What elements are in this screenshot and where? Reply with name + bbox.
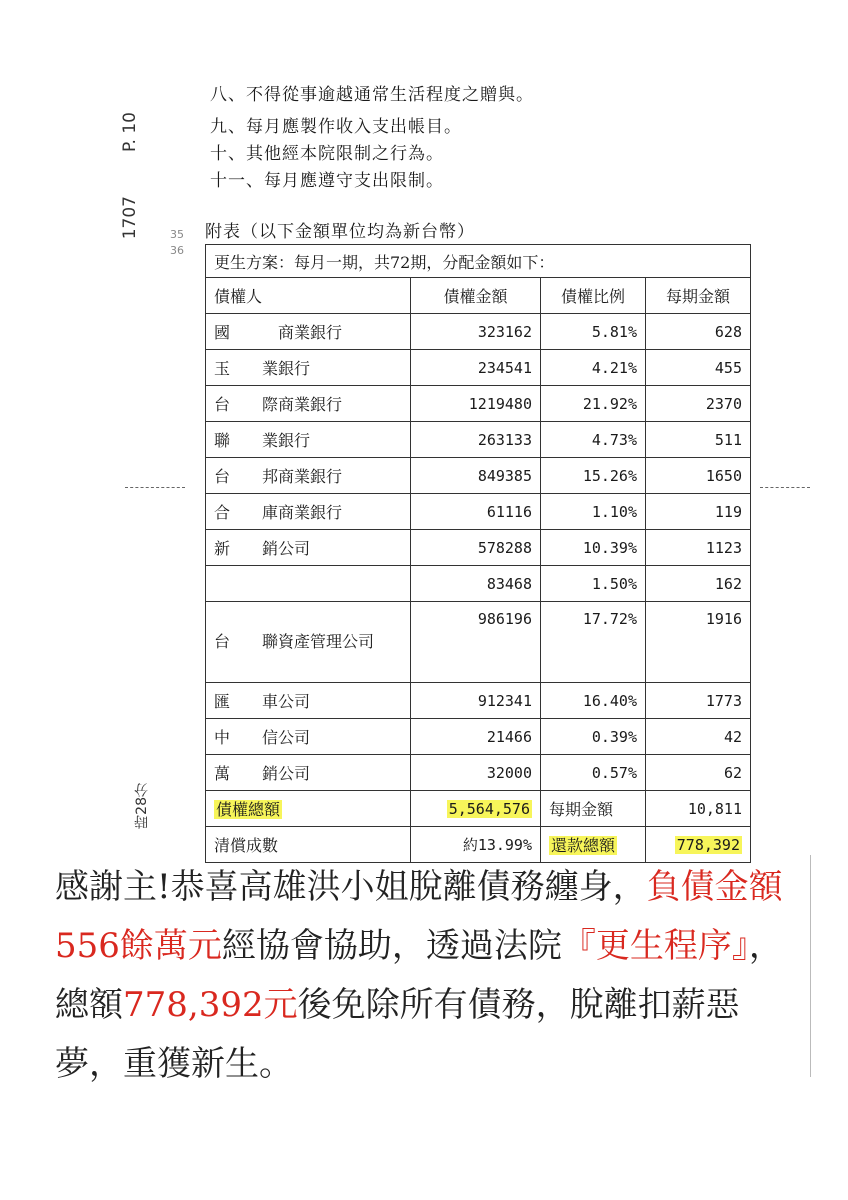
monthly-cell: 2370 [646, 386, 751, 422]
table-row [206, 494, 751, 530]
table-row [206, 386, 751, 422]
ratio-cell: 10.39% [541, 530, 646, 566]
total-row [206, 791, 751, 827]
ratio-cell: 1.50% [541, 566, 646, 602]
table-caption: 附表（以下金額單位均為新台幣） [205, 222, 475, 242]
amount-cell: 986196 [411, 602, 541, 683]
monthly-cell: 455 [646, 350, 751, 386]
table-row [206, 566, 751, 602]
amount-cell: 578288 [411, 530, 541, 566]
ratio-cell: 15.26% [541, 458, 646, 494]
table-row [206, 422, 751, 458]
congratulation-message: 感謝主!恭喜高雄洪小姐脫離債務纏身，負債金額556餘萬元經協會協助，透過法院『更生程序』，總額778,392元後免除所有債務，脫離扣薪惡夢，重獲新生。 [55, 867, 783, 1084]
creditor-cell: 中 信公司 [206, 719, 411, 755]
creditor-cell: 萬 銷公司 [206, 755, 411, 791]
repay-total: 778,392 [646, 827, 751, 863]
ratio-value: 約13.99% [411, 827, 541, 863]
doc-stamp: 1707 [120, 196, 140, 240]
ratio-cell: 16.40% [541, 683, 646, 719]
monthly-cell: 162 [646, 566, 751, 602]
table-row [206, 602, 751, 683]
item-9: 九、每月應製作收入支出帳目。 [210, 117, 462, 137]
creditor-cell: 玉 業銀行 [206, 350, 411, 386]
ratio-cell: 4.21% [541, 350, 646, 386]
header-amount: 債權金額 [411, 278, 541, 314]
repayment-table [205, 244, 751, 863]
ratio-cell: 1.10% [541, 494, 646, 530]
item-8: 八、不得從事逾越通常生活程度之贈與。 [210, 85, 534, 105]
amount-cell: 83468 [411, 566, 541, 602]
table-row [206, 683, 751, 719]
table-header-row [206, 278, 751, 314]
creditor-cell: 國 商業銀行 [206, 314, 411, 350]
creditor-cell: 台 邦商業銀行 [206, 458, 411, 494]
plan-description: 更生方案：每月一期，共72期，分配金額如下： [206, 245, 751, 278]
creditor-cell: 台 聯資產管理公司 [206, 602, 411, 683]
monthly-cell: 1916 [646, 602, 751, 683]
monthly-cell: 119 [646, 494, 751, 530]
total-amount: 5,564,576 [411, 791, 541, 827]
monthly-cell: 1123 [646, 530, 751, 566]
monthly-cell: 1650 [646, 458, 751, 494]
ratio-cell: 21.92% [541, 386, 646, 422]
line-number: 36 [170, 244, 184, 257]
scan-mark [125, 487, 185, 489]
amount-cell: 849385 [411, 458, 541, 494]
table-row [206, 458, 751, 494]
ratio-cell: 5.81% [541, 314, 646, 350]
table-row [206, 755, 751, 791]
page-stamp: P. 10 [120, 112, 140, 153]
repay-label: 還款總額 [541, 827, 646, 863]
scan-mark [760, 487, 810, 489]
amount-cell: 1219480 [411, 386, 541, 422]
creditor-cell: 匯 車公司 [206, 683, 411, 719]
monthly-label: 每期金額 [541, 791, 646, 827]
table-row [206, 719, 751, 755]
amount-cell: 32000 [411, 755, 541, 791]
total-label: 債權總額 [206, 791, 411, 827]
time-stamp: 時28分 [134, 783, 150, 829]
creditor-cell: 新 銷公司 [206, 530, 411, 566]
amount-cell: 323162 [411, 314, 541, 350]
ratio-cell: 4.73% [541, 422, 646, 458]
ratio-cell: 0.57% [541, 755, 646, 791]
item-10: 十、其他經本院限制之行為。 [210, 144, 444, 164]
monthly-cell: 62 [646, 755, 751, 791]
monthly-cell: 42 [646, 719, 751, 755]
creditor-cell [206, 566, 411, 602]
header-creditor: 債權人 [206, 278, 411, 314]
table-row [206, 314, 751, 350]
amount-cell: 21466 [411, 719, 541, 755]
monthly-cell: 628 [646, 314, 751, 350]
creditor-cell: 台 際商業銀行 [206, 386, 411, 422]
ratio-cell: 17.72% [541, 602, 646, 683]
monthly-total: 10,811 [646, 791, 751, 827]
ratio-label: 清償成數 [206, 827, 411, 863]
amount-cell: 61116 [411, 494, 541, 530]
header-ratio: 債權比例 [541, 278, 646, 314]
creditor-cell: 聯 業銀行 [206, 422, 411, 458]
line-number: 35 [170, 228, 184, 241]
ratio-cell: 0.39% [541, 719, 646, 755]
header-monthly: 每期金額 [646, 278, 751, 314]
monthly-cell: 1773 [646, 683, 751, 719]
item-11: 十一、每月應遵守支出限制。 [210, 171, 444, 191]
amount-cell: 234541 [411, 350, 541, 386]
amount-cell: 263133 [411, 422, 541, 458]
creditor-cell: 合 庫商業銀行 [206, 494, 411, 530]
table-row [206, 530, 751, 566]
table-row [206, 350, 751, 386]
monthly-cell: 511 [646, 422, 751, 458]
amount-cell: 912341 [411, 683, 541, 719]
